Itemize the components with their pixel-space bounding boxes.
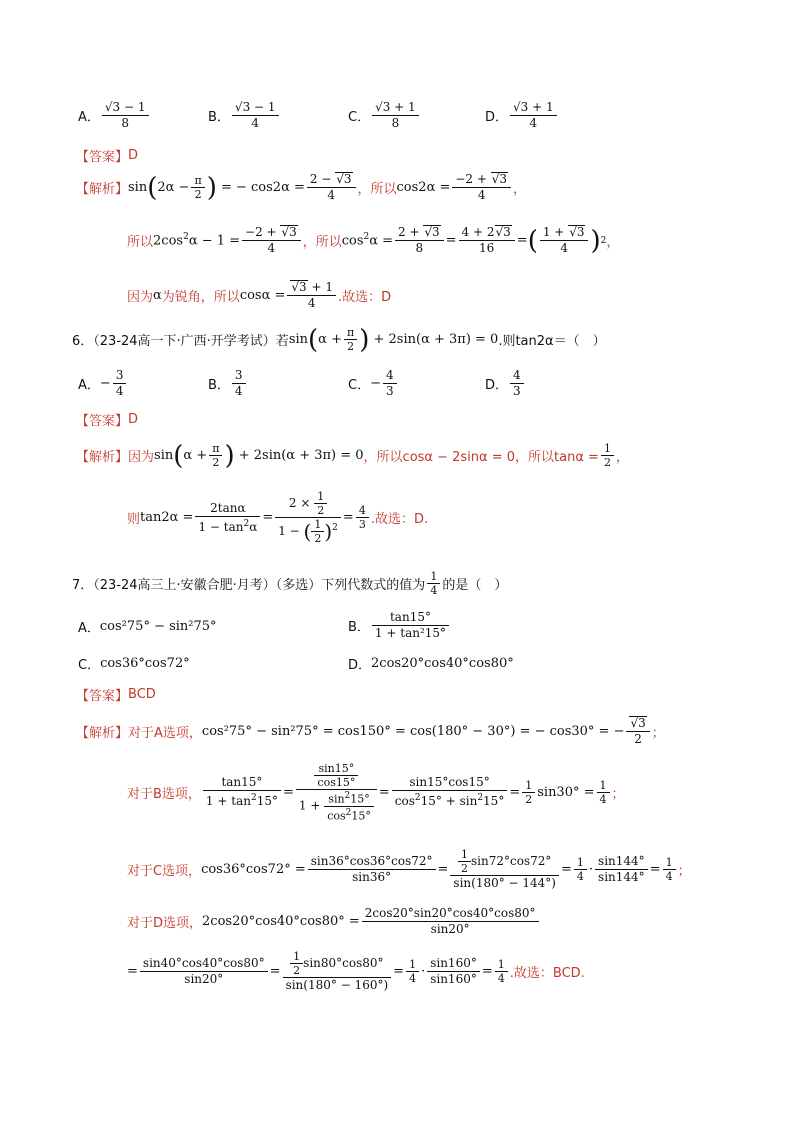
fraction: $\frac{\sin 36^\circ\cos 36^\circ\cos 72^\circ}{\sin 36^\circ}$ (308, 854, 436, 885)
analysis-text: ，所以 (302, 235, 342, 250)
option-fraction (232, 100, 279, 131)
q7-option-d (348, 654, 514, 673)
numerator: √3 − 1 (232, 100, 279, 116)
analysis-text: .故选：D. (370, 512, 429, 527)
math-expr: sin (128, 180, 148, 195)
math-expr: cos36°cos72° = (201, 862, 306, 877)
math-expr: 2α − (157, 180, 190, 195)
fraction: $\frac{\sin 40^\circ\cos 40^\circ\cos 80^\circ}{\sin 20^\circ}$ (140, 956, 268, 987)
q6-analysis-line2 (127, 490, 428, 545)
math-expr: tan2α = (140, 510, 194, 525)
math-expr: α (153, 288, 162, 303)
fraction: $\frac{1}{2}$ sin72°cos72° sin(180° − 144°) (450, 848, 559, 891)
fraction: $\frac{4}{3}$ (356, 504, 369, 531)
paren-open: ( (173, 440, 184, 471)
math-expr: sin (288, 332, 309, 347)
denominator: 4 (234, 384, 243, 398)
math-expr: = (437, 862, 449, 877)
q5-option-c (348, 100, 421, 131)
paren-close: ) (590, 225, 601, 256)
option-label: C． (348, 378, 371, 393)
option-fraction (113, 368, 127, 399)
answer-value: D (128, 412, 139, 427)
numerator: √3 + 1 (510, 100, 557, 116)
option-fraction (383, 368, 397, 399)
fraction: $\frac{\sin 15^\circ}{\cos 15^\circ}$ 1 + $\frac{\sin^215^\circ}{\cos^215^\circ}$ (296, 762, 377, 822)
answer-value: D (128, 148, 139, 163)
math-expr: · (421, 964, 426, 979)
fraction: $\frac{1}{4}$ (663, 856, 676, 883)
fraction: $\frac{\pi}{2}$ (191, 174, 204, 201)
math-expr: $2\cos^2\alpha - 1$ = (153, 232, 241, 249)
analysis-text: ； (651, 726, 665, 741)
fraction: $\frac{1}{4}$ (495, 958, 508, 985)
option-label: B． (208, 110, 230, 125)
numerator: tan15° (372, 610, 449, 626)
fraction: $\frac{-2 + √3}{4}$ (242, 225, 301, 256)
math-expr: = − cos2α = (216, 180, 305, 195)
option-sign: − (99, 376, 111, 391)
math-expr: · (588, 862, 594, 877)
option-expr: 2cos20°cos40°cos80° (371, 656, 514, 671)
option-fraction (102, 100, 149, 131)
math-expr: cos²75° − sin²75° = cos150° = cos(180° − 30°) = − cos30° = − (201, 724, 625, 739)
analysis-tag: 【解析】 (76, 726, 129, 741)
q5-analysis-line1 (76, 172, 526, 203)
option-label: C． (348, 110, 371, 125)
option-label: A． (78, 378, 100, 393)
fraction: $\frac{1}{2}$ sin80°cos80° sin(180° − 160°) (283, 950, 392, 993)
analysis-tag: 【解析】 (76, 450, 129, 465)
analysis-text: ， (606, 235, 620, 250)
fraction: $\frac{√3 + 1}{4}$ (287, 280, 336, 311)
analysis-text: 对于C选项， (127, 864, 202, 879)
analysis-text: ，所以 (357, 182, 397, 197)
analysis-text: 对于D选项， (127, 916, 203, 931)
q7-option-a (78, 617, 217, 636)
paren-close: ) (359, 324, 370, 355)
denominator: 1 + tan²15° (374, 626, 447, 640)
option-label: A． (78, 621, 100, 636)
option-label: A． (78, 110, 100, 125)
fraction: $\frac{\sin 144^\circ}{\sin 144^\circ}$ (595, 854, 648, 885)
q5-option-b (208, 100, 281, 131)
math-expr: = (262, 510, 274, 525)
fraction: $\frac{√3}{2}$ (626, 716, 649, 747)
analysis-text: 为锐角，所以 (161, 290, 240, 305)
q7-analysis-line-e (127, 950, 585, 993)
q5-answer (76, 146, 138, 165)
question-text: 的是（ ） (442, 578, 508, 593)
paren-open: ( (527, 225, 538, 256)
fraction: $\frac{-2 + √3}{4}$ (452, 172, 511, 203)
paren-open: ( (308, 324, 319, 355)
q6-option-c (348, 368, 399, 399)
option-fraction (372, 100, 419, 131)
analysis-text: .故选：D (338, 290, 392, 305)
q7-analysis-line-c (127, 848, 691, 891)
analysis-text: 对于B选项， (127, 786, 201, 802)
math-expr: α + (318, 332, 342, 347)
denominator: 4 (251, 116, 260, 130)
q5-analysis-line2 (127, 225, 619, 256)
math-expr: = (516, 233, 528, 248)
q6-option-d (485, 368, 526, 399)
denominator: 4 (529, 116, 538, 130)
fraction: $\frac{\sin 160^\circ}{\sin 160^\circ}$ (427, 956, 480, 987)
q7-analysis-line-b (127, 762, 625, 822)
math-expr: sin (154, 448, 174, 463)
analysis-text: ， (615, 450, 629, 465)
numerator: 4 (383, 368, 397, 384)
fraction: $\frac{\sin 15^\circ\cos 15^\circ}{\cos^215^\circ + \sin^215^\circ}$ (392, 775, 508, 809)
q5-option-a (78, 100, 151, 131)
q6-option-a (78, 368, 128, 399)
math-expr: $\cos^2\alpha$ = (341, 232, 394, 249)
fraction: $\frac{1}{2}$ (601, 442, 614, 469)
analysis-text: ，所以cosα − 2sinα = 0，所以tanα = (363, 450, 599, 465)
analysis-text: ； (611, 786, 625, 802)
q7-analysis-line-d (127, 906, 541, 937)
math-expr: = (342, 510, 354, 525)
analysis-text: ； (677, 864, 691, 879)
option-fraction (510, 368, 524, 399)
fraction: $\frac{2\tan\alpha}{1 - \tan^2\alpha}$ (195, 501, 260, 535)
question-text: 6．（23-24高一下·广西·开学考试）若 (72, 334, 289, 349)
math-expr: + 2sin(α + 3π) = 0 (369, 332, 499, 347)
option-fraction (510, 100, 557, 131)
question-text: 7．（23-24高三上·安徽合肥·月考）（多选）下列代数式的值为 (72, 578, 426, 593)
fraction: $\frac{1 + √3}{4}$ (540, 225, 589, 256)
q6-answer (76, 410, 138, 429)
math-expr: + 2sin(α + 3π) = 0 (234, 448, 364, 463)
paren-close: ) (224, 440, 235, 471)
paren-open: ( (147, 172, 158, 203)
numerator: 4 (510, 368, 524, 384)
analysis-text: 对于A选项， (128, 726, 202, 741)
analysis-tag: 【解析】 (76, 182, 129, 197)
option-label: D． (485, 378, 509, 393)
math-expr: = (393, 964, 405, 979)
fraction: 2 × $\frac{1}{2}$ 1 − ( $\frac{1}{2}$ )$^2$ (275, 490, 341, 545)
paren-close: ) (206, 172, 217, 203)
q7-option-b (348, 610, 451, 641)
math-expr: = (481, 964, 493, 979)
exponent: 2 (600, 235, 607, 246)
numerator: √3 + 1 (372, 100, 419, 116)
option-fraction (232, 368, 246, 399)
analysis-text: 因为 (127, 290, 154, 305)
math-expr: = (649, 862, 661, 877)
q6-option-b (208, 368, 248, 399)
q7-stem (72, 570, 507, 597)
fraction: $\frac{2 + √3}{8}$ (395, 225, 444, 256)
q6-stem (72, 326, 606, 353)
q5-analysis-line3 (127, 280, 391, 311)
answer-tag: 【答案】 (76, 689, 129, 704)
fraction: $\frac{2 - √3}{4}$ (307, 172, 356, 203)
q7-option-c (78, 654, 190, 673)
denominator: 3 (513, 384, 521, 398)
fraction: $\frac{4 + 2√3}{16}$ (459, 225, 515, 256)
answer-tag: 【答案】 (76, 150, 129, 165)
numerator: √3 − 1 (102, 100, 149, 116)
fraction: $\frac{2\cos 20^\circ\sin 20^\circ\cos 40^\circ\cos 80^\circ}{\sin 20^\circ}$ (362, 906, 539, 937)
fraction: $\frac{1}{4}$ (427, 570, 440, 597)
analysis-text: 所以 (127, 235, 154, 250)
fraction: $\frac{1}{2}$ (522, 779, 535, 806)
option-label: D． (485, 110, 509, 125)
option-expr: cos²75° − sin²75° (99, 619, 217, 634)
math-expr: α + (183, 448, 208, 463)
answer-value: BCD (128, 687, 156, 702)
q7-analysis-line-a (76, 716, 665, 747)
math-expr: = (509, 784, 521, 800)
answer-tag: 【答案】 (76, 414, 129, 429)
analysis-text: .故选：BCD. (509, 966, 585, 981)
fraction: $\frac{\tan 15^\circ}{1 + \tan^215^\circ}$ (203, 775, 281, 809)
option-label: B． (208, 378, 230, 393)
math-expr: cosα = (239, 288, 286, 303)
math-expr: cos2α = (396, 180, 451, 195)
denominator: 8 (391, 116, 400, 130)
math-expr: sin30° = (537, 784, 595, 800)
math-expr: = (378, 784, 390, 800)
denominator: 3 (385, 384, 394, 398)
analysis-text: ， (513, 182, 527, 197)
fraction: $\frac{1}{4}$ (574, 856, 587, 883)
option-label: B． (348, 620, 370, 635)
analysis-text: 因为 (128, 450, 155, 465)
q6-analysis-line1 (76, 442, 629, 469)
fraction: $\frac{\pi}{2}$ (344, 326, 357, 353)
numerator: 3 (232, 368, 246, 384)
option-label: D． (348, 658, 372, 673)
q7-answer (76, 685, 156, 704)
math-expr: = (282, 784, 294, 800)
option-sign: − (370, 376, 381, 391)
denominator: 8 (121, 116, 130, 130)
fraction: $\frac{1}{4}$ (406, 958, 419, 985)
q5-option-d (485, 100, 559, 131)
analysis-text: 则 (127, 512, 141, 527)
numerator: 3 (113, 368, 127, 384)
math-expr: = (445, 233, 457, 248)
option-label: C． (78, 658, 101, 673)
option-expr: cos36°cos72° (100, 656, 190, 671)
fraction: $\frac{\pi}{2}$ (209, 442, 222, 469)
math-expr: = (561, 862, 572, 877)
question-text: .则tan2α＝（ ） (498, 334, 606, 349)
fraction: $\frac{1}{4}$ (597, 779, 610, 806)
math-expr: = (269, 964, 281, 979)
math-expr: = (127, 964, 138, 979)
option-fraction (372, 610, 449, 641)
math-expr: 2cos20°cos40°cos80° = (202, 914, 360, 929)
denominator: 4 (115, 384, 124, 398)
